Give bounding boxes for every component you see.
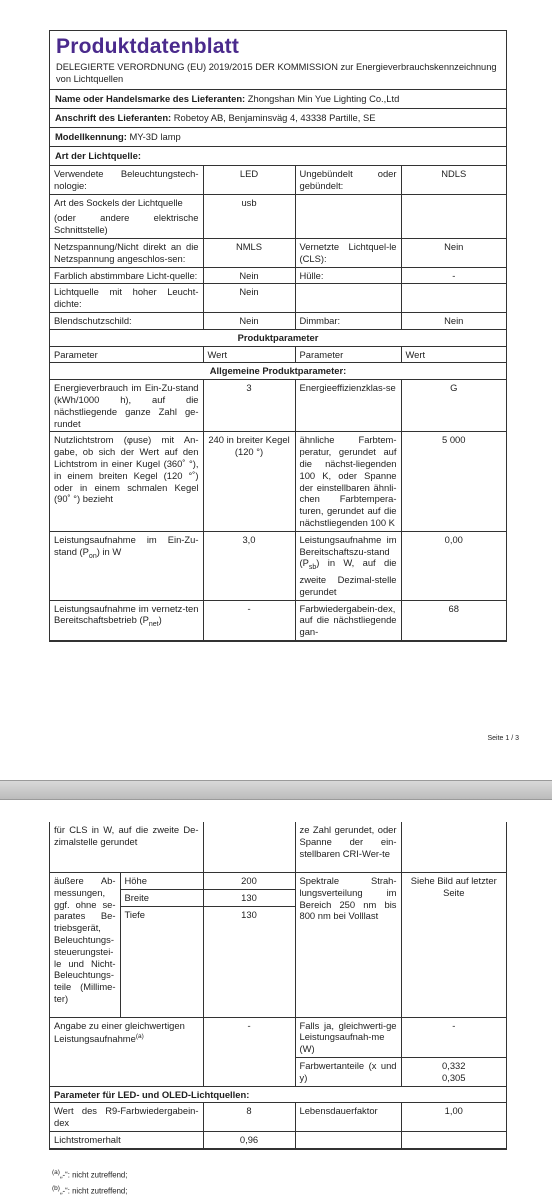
row-label: für CLS in W, auf die zweite De-zimalstelle gerundet — [50, 822, 203, 873]
section-heading-row — [50, 363, 506, 380]
table-row — [50, 238, 506, 267]
row-label: Farbwertanteile (x und y) — [295, 1057, 401, 1086]
row-value: Nein — [203, 312, 295, 329]
table-row — [50, 531, 506, 600]
led-params-heading: Parameter für LED- und OLED-Lichtquellen: — [50, 1086, 506, 1103]
row-value — [401, 822, 506, 873]
general-params-heading: Allgemeine Produktparameter: — [50, 363, 506, 380]
row-value — [203, 210, 295, 238]
column-header-row — [50, 346, 506, 363]
row-value: NDLS — [401, 166, 506, 194]
row-label: ze Zahl gerundet, oder Spanne der ein-stellbaren CRI-Wer-te — [295, 822, 401, 873]
model-value: MY-3D lamp — [129, 131, 181, 142]
row-value — [203, 822, 295, 873]
light-source-heading: Art der Lichtquelle: — [50, 147, 506, 166]
row-value: - — [401, 1017, 506, 1057]
row-label: (oder andere elektrische Schnittstelle) — [50, 210, 203, 238]
row-label: Leistungsaufnahme im vernetz-ten Bereitschaftsbetrieb $(P_{net})$ — [50, 600, 203, 640]
row-label: Vernetzte Lichtquel-le (CLS): — [295, 238, 401, 267]
row-label: Art des Sockels der Lichtquelle — [50, 194, 203, 210]
row-label: Nutzlichtstrom (φuse) mit An-gabe, ob sich der Wert auf den Lichtstrom in einer Kugel (360˚ °), in einem breiten Kegel (120 °˚) oder in einem schmalen Kegel (90˚ °) bezieht — [50, 432, 203, 531]
sheet-header — [50, 31, 506, 90]
row-value: 240 in breiter Kegel (120 °) — [203, 432, 295, 531]
table-row — [50, 284, 506, 313]
dimension-value: 200 — [203, 873, 295, 890]
table-row — [50, 873, 506, 890]
row-label: Wert des R9-Farbwiedergabein-dex — [50, 1103, 203, 1132]
row-value: NMLS — [203, 238, 295, 267]
row-label: Netzspannung/Nicht direkt an die Netzspannung angeschlos-sen: — [50, 238, 203, 267]
row-label: ähnliche Farbtem-peratur, gerundet auf die nächst-liegenden 100 K, oder Spanne der einstellbaren ähnli-chen Farbtempera-turen, gerundet auf die nächstliegenden 100 K — [295, 432, 401, 531]
row-value — [401, 284, 506, 313]
table-row — [50, 267, 506, 284]
row-label: Lichtquelle mit hoher Leucht-dichte: — [50, 284, 203, 313]
row-value: 5 000 — [401, 432, 506, 531]
row-value: usb — [203, 194, 295, 210]
product-params-heading: Produktparameter — [50, 329, 506, 346]
row-value: LED — [203, 166, 295, 194]
row-label: Energieverbrauch im Ein-Zu-stand (kWh/1000 h), auf die nächstliegende ganze Zahl ge-rundet — [50, 380, 203, 432]
column-header-value: Wert — [401, 346, 506, 363]
row-value: Siehe Bild auf letzter Seite — [401, 873, 506, 1018]
supplier-value: Zhongshan Min Yue Lighting Co.,Ltd — [247, 93, 400, 104]
section-heading-row — [50, 329, 506, 346]
row-value: Nein — [203, 284, 295, 313]
row-label: Falls ja, gleichwerti-ge Leistungsaufnah-me (W) — [295, 1017, 401, 1057]
row-value: 3,0 — [203, 531, 295, 600]
row-value: 0,96 — [203, 1131, 295, 1148]
column-header-parameter: Parameter — [50, 346, 203, 363]
row-value: Nein — [203, 267, 295, 284]
row-label: Leistungsaufnahme im Ein-Zu-stand $(P_{on})$ in W — [50, 531, 203, 600]
row-label: Farblich abstimmbare Licht-quelle: — [50, 267, 203, 284]
row-label: Verwendete Beleuchtungstech-nologie: — [50, 166, 203, 194]
table-row — [50, 1103, 506, 1132]
page-separator — [0, 780, 552, 800]
column-header-value: Wert — [203, 346, 295, 363]
row-label: Spektrale Strah-lungsverteilung im Bereich 250 nm bis 800 nm bei Volllast — [295, 873, 401, 1018]
product-data-sheet — [49, 30, 507, 642]
table-row — [50, 194, 506, 210]
dimension-name: Tiefe — [120, 906, 203, 1017]
row-label: Angabe zu einer gleichwertigen Leistungsaufnahme$^{(a)}$ — [50, 1017, 203, 1086]
row-value: - — [203, 600, 295, 640]
dimension-value: 130 — [203, 906, 295, 1017]
light-source-table — [50, 166, 506, 641]
dimension-name: Höhe — [120, 873, 203, 890]
page-title: Produktdatenblatt — [56, 35, 240, 58]
continued-params-table — [50, 822, 506, 1149]
dimensions-label: äußere Ab-messungen, ggf. ohne se-parates Be-triebsgerät, Beleuchtungs-steuerungstei-le und Nicht-Beleuchtungs-teile (Millime-ter) — [50, 873, 120, 1018]
model-line — [50, 128, 506, 147]
dimension-value: 130 — [203, 889, 295, 906]
table-row — [50, 600, 506, 640]
row-value: - — [401, 267, 506, 284]
page-number: Seite 1 / 3 — [487, 735, 519, 742]
table-row — [50, 822, 506, 873]
row-label: Lebensdauerfaktor — [295, 1103, 401, 1132]
row-label — [295, 1131, 401, 1148]
row-value: 8 — [203, 1103, 295, 1132]
table-row — [50, 380, 506, 432]
table-row — [50, 1131, 506, 1148]
row-value: Nein — [401, 312, 506, 329]
footnote-a: $^{(a)}$„-“: nicht zutreffend; — [52, 1169, 128, 1180]
row-value: G — [401, 380, 506, 432]
address-value: Robetoy AB, Benjaminsväg 4, 43338 Partille, SE — [173, 112, 376, 123]
row-value: 3 — [203, 380, 295, 432]
row-label: Ungebündelt oder gebündelt: — [295, 166, 401, 194]
row-label: Leistungsaufnahme im Bereitschaftszu-stand $(P_{sb})$ in W, auf die zweite Dezimal-stelle gerundet — [295, 531, 401, 600]
row-value — [401, 194, 506, 238]
dimension-name: Breite — [120, 889, 203, 906]
model-label: Modellkennung: — [55, 131, 127, 142]
row-value: Nein — [401, 238, 506, 267]
address-label: Anschrift des Lieferanten: — [55, 112, 172, 123]
product-data-sheet-continued — [49, 822, 507, 1150]
row-label: Lichtstromerhalt — [50, 1131, 203, 1148]
row-label: Energieeffizienzklas-se — [295, 380, 401, 432]
supplier-label: Name oder Handelsmarke des Lieferanten: — [55, 93, 246, 104]
row-label: Dimmbar: — [295, 312, 401, 329]
document-page-2 — [0, 800, 552, 1200]
section-heading-row — [50, 1086, 506, 1103]
row-value: 1,00 — [401, 1103, 506, 1132]
table-row — [50, 432, 506, 531]
row-value — [401, 1131, 506, 1148]
row-value: - — [203, 1017, 295, 1086]
table-row — [50, 166, 506, 194]
supplier-line — [50, 90, 506, 109]
row-label — [295, 284, 401, 313]
row-label — [295, 194, 401, 238]
table-row — [50, 1017, 506, 1057]
footnote-b: $^{(b)}$„-“: nicht zutreffend; — [52, 1185, 128, 1196]
row-value: 0,332 0,305 — [401, 1057, 506, 1086]
row-label: Farbwiedergabein-dex, auf die nächstliegende gan- — [295, 600, 401, 640]
row-label: Blendschutzschild: — [50, 312, 203, 329]
address-line — [50, 109, 506, 128]
column-header-parameter: Parameter — [295, 346, 401, 363]
row-value: 68 — [401, 600, 506, 640]
row-value: 0,00 — [401, 531, 506, 600]
table-row — [50, 312, 506, 329]
regulation-subtitle: DELEGIERTE VERORDNUNG (EU) 2019/2015 DER KOMMISSION zur Energieverbrauchskennzeichnung von Lichtquellen — [56, 62, 497, 84]
row-label: Hülle: — [295, 267, 401, 284]
